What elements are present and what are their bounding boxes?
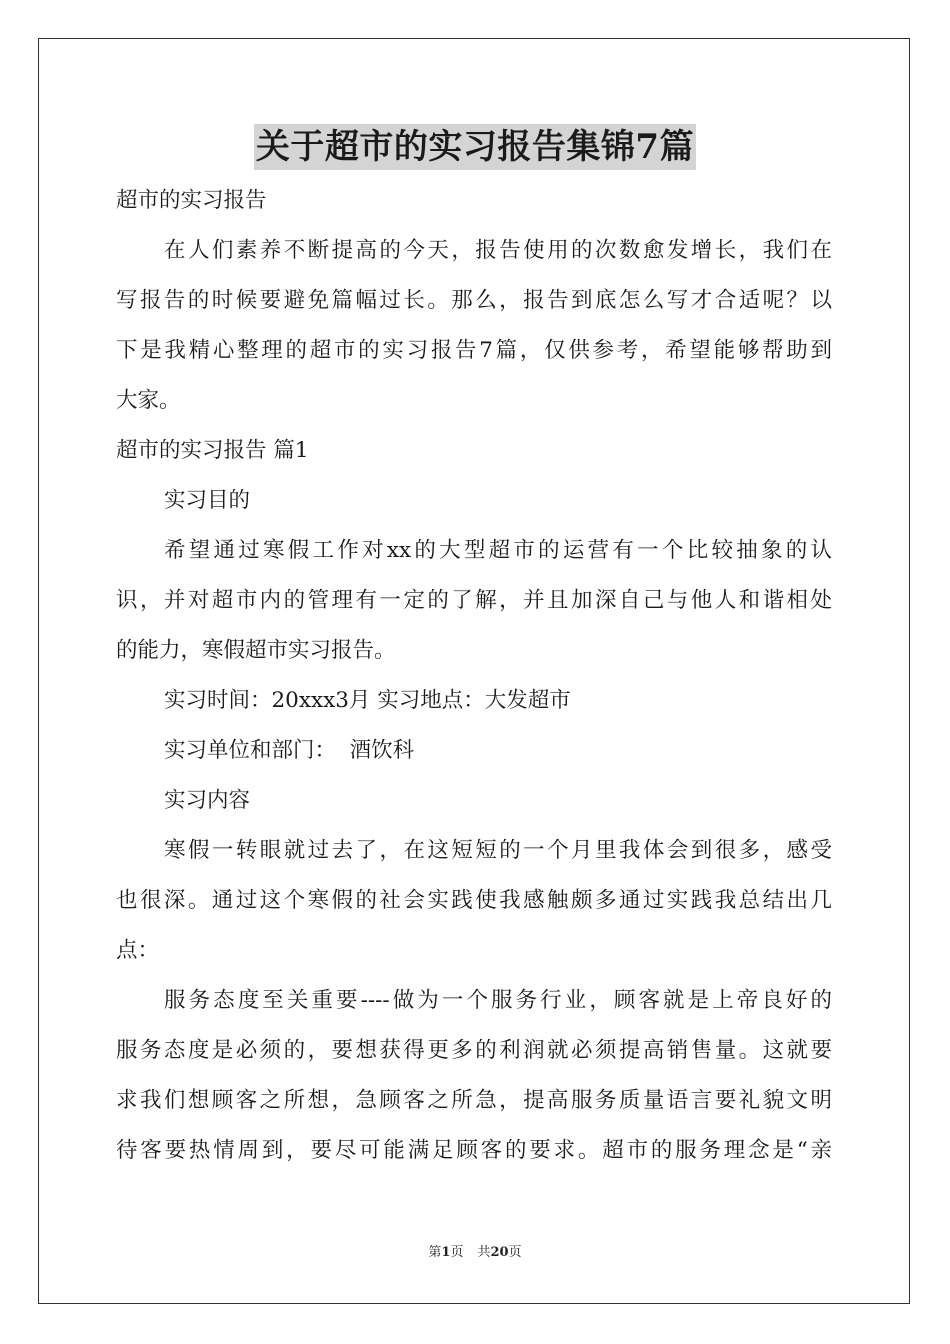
service-line: 待客要热情周到，要尽可能满足顾客的要求。超市的服务理念是“亲: [116, 1138, 832, 1163]
purpose-heading: 实习目的: [164, 488, 251, 513]
purpose-line: 希望通过寒假工作对xx的大型超市的运营有一个比较抽象的认: [164, 538, 832, 563]
page-prefix: 第: [428, 1245, 442, 1260]
page-footer: [0, 1244, 950, 1262]
document-body: [116, 176, 832, 1176]
content-line: 寒假一转眼就过去了，在这短短的一个月里我体会到很多，感受: [164, 838, 832, 863]
section-heading: 超市的实习报告 篇1: [116, 438, 309, 463]
subtitle: 超市的实习报告: [116, 188, 267, 213]
time-place: 实习时间：20xxx3月 实习地点：大发超市: [164, 688, 571, 713]
title-container: [0, 124, 950, 170]
total-prefix: 共: [477, 1245, 491, 1260]
purpose-line: 的能力，寒假超市实习报告。: [116, 638, 396, 663]
page-number: 1: [441, 1245, 451, 1260]
service-line: 求我们想顾客之所想，急顾客之所急，提高服务质量语言要礼貌文明: [116, 1088, 832, 1113]
content-line: 也很深。通过这个寒假的社会实践使我感触颇多通过实践我总结出几: [116, 888, 832, 913]
intro-line: 写报告的时候要避免篇幅过长。那么，报告到底怎么写才合适呢？以: [116, 288, 832, 313]
unit-department: 实习单位和部门： 酒饮科: [164, 738, 415, 763]
intro-line: 大家。: [116, 388, 181, 413]
intro-line: 下是我精心整理的超市的实习报告7篇，仅供参考，希望能够帮助到: [116, 338, 832, 363]
service-line: 服务态度是必须的，要想获得更多的利润就必须提高销售量。这就要: [116, 1038, 832, 1063]
total-suffix: 页: [508, 1245, 522, 1260]
total-pages: 20: [490, 1245, 509, 1260]
content-line: 点：: [116, 938, 160, 963]
intro-line: 在人们素养不断提高的今天，报告使用的次数愈发增长，我们在: [164, 238, 832, 263]
service-line: 服务态度至关重要----做为一个服务行业，顾客就是上帝良好的: [164, 988, 832, 1013]
page-suffix: 页: [450, 1245, 464, 1260]
document-title: 关于超市的实习报告集锦7篇: [254, 124, 696, 170]
content-heading: 实习内容: [164, 788, 251, 813]
purpose-line: 识，并对超市内的管理有一定的了解，并且加深自己与他人和谐相处: [116, 588, 832, 613]
